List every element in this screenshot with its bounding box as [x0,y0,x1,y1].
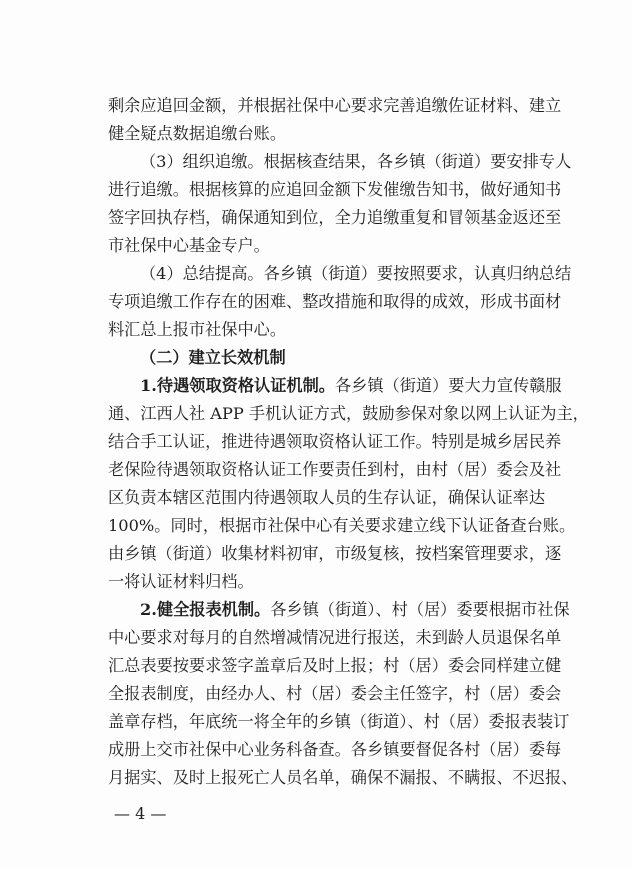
page-number: — 4 — [114,804,167,823]
subsection-text: 各乡镇（街道）要大力宣传赣服 [334,376,562,395]
text-line: 全报表制度，由经办人、村（居）委会主任签字，村（居）委会 [108,684,562,703]
text-line [140,376,562,396]
text-line: （4）总结提高。各乡镇（街道）要按照要求，认真归纳总结 [140,264,572,283]
text-line: 专项追缴工作存在的困难、整改措施和取得的成效，形成书面材 [108,292,562,311]
text-line: 通、江西人社 APP 手机认证方式，鼓励参保对象以网上认证为主， [108,404,589,423]
text-line: 剩余应追回金额，并根据社保中心要求完善追缴佐证材料、建立 [108,96,562,115]
text-line: 签字回执存档，确保通知到位，全力追缴重复和冒领基金返还至 [108,208,562,227]
text-line: 老保险待遇领取资格认证工作要责任到村，由村（居）委会及社 [108,460,562,479]
subsection-text: 各乡镇（街道）、村（居）委要根据市社保 [270,600,570,619]
subsection-title: 2.健全报表机制。 [140,600,271,619]
text-line: 进行追缴。根据核算的应追回金额下发催缴告知书，做好通知书 [108,180,562,199]
text-line: （3）组织追缴。根据核查结果，各乡镇（街道）要安排专人 [140,152,572,171]
text-line: 一将认证材料归档。 [108,572,254,591]
text-line: 月据实、及时上报死亡人员名单，确保不漏报、不瞒报、不迟报、 [108,768,578,787]
text-line: 结合手工认证，推进待遇领取资格认证工作。特别是城乡居民养 [108,432,562,451]
section-heading: （二）建立长效机制 [140,348,286,367]
text-line: 盖章存档，年底统一将全年的乡镇（街道）、村（居）委报表装订 [108,712,570,731]
text-line: 由乡镇（街道）收集材料初审，市级复核，按档案管理要求，逐 [108,544,562,563]
text-line [140,600,570,620]
text-line: 区负责本辖区范围内待遇领取人员的生存认证，确保认证率达 [108,488,546,507]
text-line: 料汇总上报市社保中心。 [108,320,287,339]
text-line: 健全疑点数据追缴台账。 [108,124,287,143]
text-line: 汇总表要按要求签字盖章后及时上报；村（居）委会同样建立健 [108,656,562,675]
text-line: 中心要求对每月的自然增减情况进行报送，未到龄人员退保名单 [108,628,562,647]
text-line: 100%。同时，根据市社保中心有关要求建立线下认证备查台账。 [108,516,576,535]
text-line: 市社保中心基金专户。 [108,236,270,255]
subsection-title: 1.待遇领取资格认证机制。 [140,376,335,395]
text-line: 成册上交市社保中心业务科备查。各乡镇要督促各村（居）委每 [108,740,562,759]
